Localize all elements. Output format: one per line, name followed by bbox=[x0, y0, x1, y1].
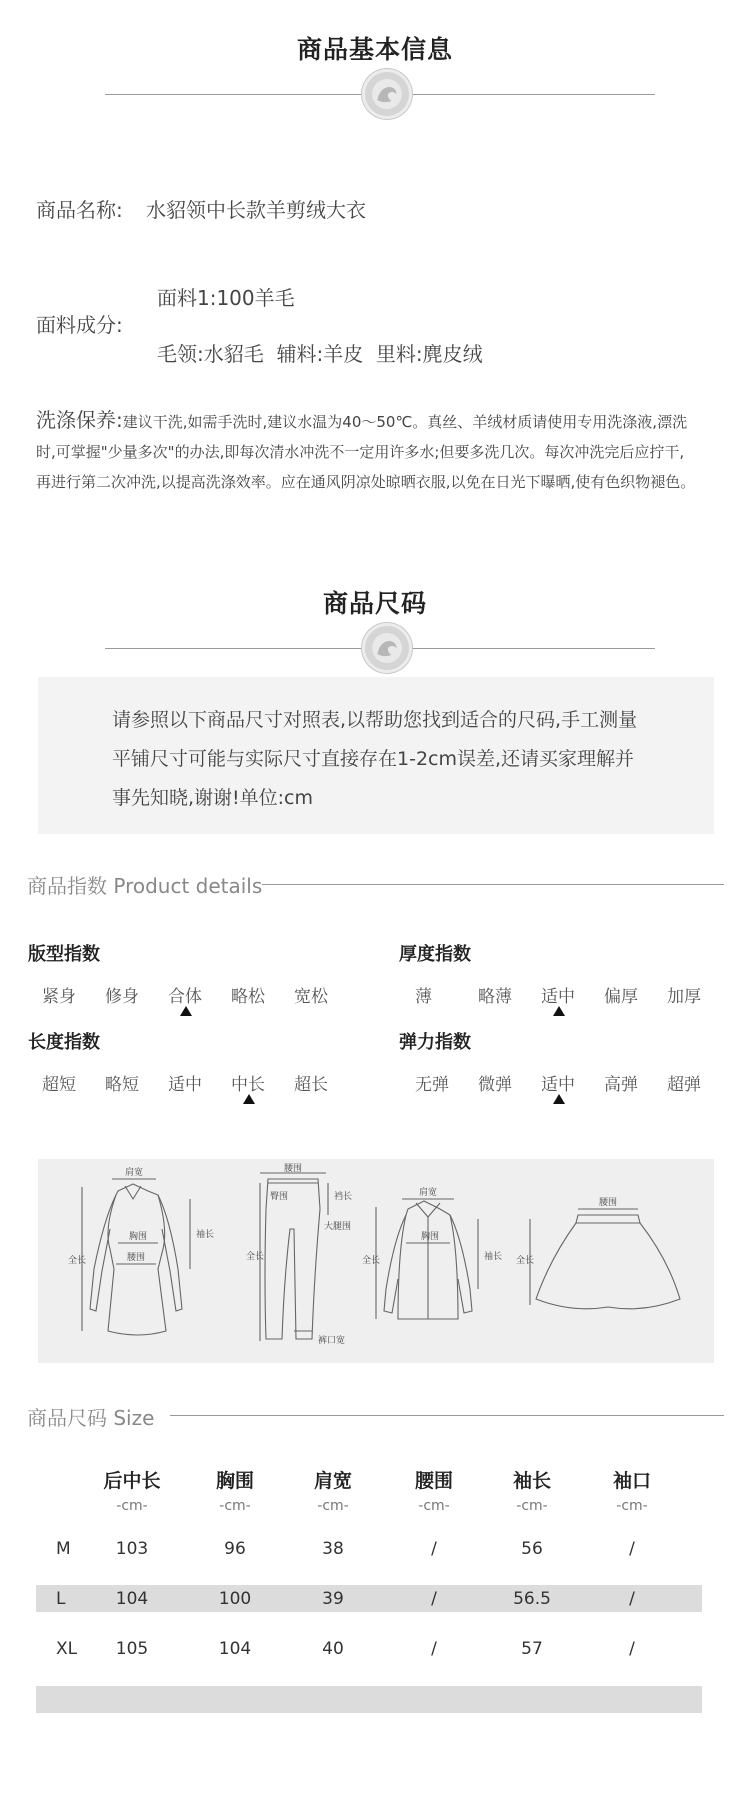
column-unit: -cm- bbox=[616, 1498, 648, 1514]
diagram-label: 全长 bbox=[362, 1256, 381, 1266]
index-title: 版型指数 bbox=[28, 944, 100, 965]
index-option: 超弹 bbox=[667, 1075, 701, 1095]
column-header: 腰围 bbox=[414, 1470, 453, 1492]
index-option: 无弹 bbox=[415, 1075, 449, 1095]
index-option: 修身 bbox=[105, 987, 139, 1007]
table-cell: 56 bbox=[521, 1539, 543, 1559]
index-selected-marker bbox=[243, 1094, 255, 1104]
diagram-label: 袖长 bbox=[484, 1252, 503, 1262]
index-selected-marker bbox=[553, 1094, 565, 1104]
column-unit: -cm- bbox=[219, 1498, 251, 1514]
table-cell: 38 bbox=[322, 1539, 344, 1559]
index-option: 偏厚 bbox=[604, 987, 638, 1007]
table-cell: / bbox=[629, 1589, 635, 1609]
index-option: 略薄 bbox=[478, 987, 512, 1007]
table-cell: 100 bbox=[218, 1589, 252, 1609]
table-cell: / bbox=[629, 1539, 635, 1559]
diagram-label: 腰围 bbox=[283, 1164, 303, 1174]
table-footer-bar bbox=[36, 1686, 702, 1713]
column-unit: -cm- bbox=[116, 1498, 148, 1514]
product-details-rule bbox=[262, 884, 724, 885]
wash-care-block bbox=[36, 405, 696, 497]
diagram-label: 胸围 bbox=[420, 1232, 440, 1242]
diagram-label: 腰围 bbox=[126, 1253, 146, 1263]
table-cell: 57 bbox=[521, 1639, 543, 1659]
table-cell: 103 bbox=[115, 1539, 149, 1559]
size-notice-text: 请参照以下商品尺寸对照表,以帮助您找到适合的尺码,手工测量平铺尺寸可能与实际尺寸直接存在1-2cm误差,还请买家理解并事先知晓,谢谢!单位:cm bbox=[112, 709, 638, 809]
index-option: 高弹 bbox=[604, 1075, 638, 1095]
size-label: M bbox=[56, 1539, 71, 1559]
product-name-label: 商品名称: bbox=[36, 198, 123, 222]
table-cell: / bbox=[431, 1539, 437, 1559]
diagram-label: 裤口宽 bbox=[318, 1336, 346, 1346]
fabric-line-2: 毛领:水貂毛 辅料:羊皮 里料:麂皮绒 bbox=[157, 342, 483, 366]
size-label: XL bbox=[56, 1639, 78, 1659]
dress-illustration bbox=[68, 1166, 214, 1335]
index-option: 中长 bbox=[231, 1075, 265, 1095]
table-cell: 105 bbox=[115, 1639, 149, 1659]
column-header: 胸围 bbox=[215, 1470, 254, 1492]
size-section-title: 商品尺码 bbox=[322, 589, 427, 618]
index-option: 紧身 bbox=[42, 987, 76, 1007]
size-label: L bbox=[56, 1589, 66, 1609]
pants-illustration bbox=[246, 1163, 352, 1346]
brand-emblem-icon bbox=[362, 623, 412, 673]
fabric-label: 面料成分: bbox=[36, 313, 123, 337]
column-header: 袖长 bbox=[512, 1470, 551, 1492]
column-header: 后中长 bbox=[103, 1470, 161, 1492]
diagram-label: 大腿围 bbox=[324, 1222, 352, 1232]
column-unit: -cm- bbox=[317, 1498, 349, 1514]
index-option: 超长 bbox=[294, 1075, 328, 1095]
table-cell: / bbox=[629, 1639, 635, 1659]
index-option: 合体 bbox=[168, 987, 202, 1007]
index-option: 加厚 bbox=[667, 987, 701, 1007]
index-option: 适中 bbox=[168, 1075, 202, 1095]
index-option: 超短 bbox=[42, 1075, 76, 1095]
fabric-line-1: 面料1:100羊毛 bbox=[157, 286, 295, 310]
diagram-label: 胸围 bbox=[128, 1232, 148, 1242]
brand-emblem-icon bbox=[362, 69, 412, 119]
diagram-label: 臀围 bbox=[270, 1192, 289, 1202]
table-cell: 96 bbox=[224, 1539, 246, 1559]
table-cell: 56.5 bbox=[513, 1589, 551, 1609]
index-option: 适中 bbox=[541, 987, 575, 1007]
product-details-heading: 商品指数 Product details bbox=[27, 874, 263, 898]
table-cell: / bbox=[431, 1639, 437, 1659]
table-cell: 104 bbox=[218, 1639, 252, 1659]
column-header: 肩宽 bbox=[313, 1470, 352, 1492]
diagram-label: 腰围 bbox=[598, 1198, 618, 1208]
index-option: 宽松 bbox=[294, 987, 328, 1007]
index-option: 略松 bbox=[231, 987, 265, 1007]
index-title: 长度指数 bbox=[28, 1032, 100, 1053]
index-title: 厚度指数 bbox=[399, 944, 471, 965]
table-cell: / bbox=[431, 1589, 437, 1609]
size-table-rule bbox=[170, 1415, 724, 1416]
index-selected-marker bbox=[180, 1006, 192, 1016]
diagram-label: 袖长 bbox=[196, 1230, 215, 1240]
diagram-label: 肩宽 bbox=[124, 1168, 144, 1178]
table-cell: 104 bbox=[115, 1589, 149, 1609]
diagram-label: 全长 bbox=[516, 1256, 535, 1266]
column-unit: -cm- bbox=[418, 1498, 450, 1514]
wash-care-label: 洗涤保养: bbox=[36, 408, 123, 432]
size-notice-box bbox=[38, 677, 714, 834]
measurement-diagram bbox=[38, 1159, 714, 1363]
size-table-heading: 商品尺码 Size bbox=[27, 1406, 155, 1430]
diagram-label: 裆长 bbox=[334, 1192, 353, 1202]
diagram-label: 肩宽 bbox=[418, 1188, 438, 1198]
column-unit: -cm- bbox=[516, 1498, 548, 1514]
index-title: 弹力指数 bbox=[399, 1032, 471, 1053]
shirt-illustration bbox=[362, 1186, 502, 1319]
index-option: 微弹 bbox=[478, 1075, 512, 1095]
table-cell: 39 bbox=[322, 1589, 344, 1609]
index-option: 薄 bbox=[415, 987, 432, 1007]
diagram-label: 全长 bbox=[246, 1252, 265, 1262]
index-selected-marker bbox=[553, 1006, 565, 1016]
diagram-label: 全长 bbox=[68, 1256, 87, 1266]
product-name-value: 水貂领中长款羊剪绒大衣 bbox=[146, 198, 366, 222]
skirt-illustration bbox=[516, 1197, 680, 1309]
wash-care-text: 建议干洗,如需手洗时,建议水温为40～50℃。真丝、羊绒材质请使用专用洗涤液,漂洗时,可掌握"少量多次"的办法,即每次清水冲洗不一定用许多水;但要多洗几次。每次冲洗完后应拧干,再进行第二次冲洗,以提高洗涤效率。应在通风阴凉处晾晒衣服,以免在日光下曝晒,使有色织物褪色。 bbox=[36, 413, 696, 491]
column-header: 袖口 bbox=[612, 1470, 651, 1492]
index-option: 略短 bbox=[105, 1075, 139, 1095]
index-option: 适中 bbox=[541, 1075, 575, 1095]
basic-info-title: 商品基本信息 bbox=[296, 35, 453, 64]
table-cell: 40 bbox=[322, 1639, 344, 1659]
